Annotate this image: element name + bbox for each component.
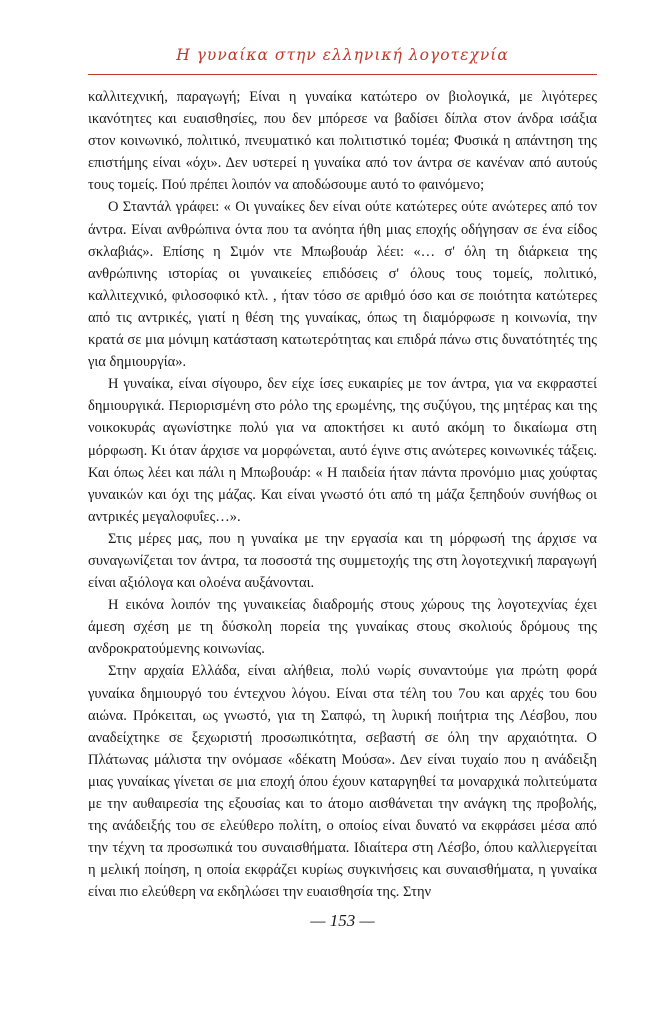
page-number: — 153 — <box>310 911 375 930</box>
paragraph: Στις μέρες μας, που η γυναίκα με την εργασία και τη μόρφωσή της άρχισε να συναγωνίζεται τον άντρα, τα ποσοστά της συμμετοχής της στη λογοτεχνική παραγωγή είναι αξιόλογα και ολοένα αυξάνονται. <box>88 530 597 592</box>
paragraph: Η εικόνα λοιπόν της γυναικείας διαδρομής στους χώρους της λογοτεχνίας έχει άμεση σχέση με τη δύσκολη πορεία της γυναίκας στους σκολιούς δρόμους της ανδροκρατούμενης κοινωνίας. <box>88 597 597 658</box>
header-rule <box>88 74 597 75</box>
paragraph: Ο Σταντάλ γράφει: « Οι γυναίκες δεν είναι ούτε κατώτερες ούτε ανώτερες από τον άντρα. Είναι ανθρώπινα όντα που τα ανόητα ήθη μιας εποχής οδήγησαν σε ένα είδος σκλαβιάς». Επίσης η Σιμόν ντε Μπωβουάρ λέει: «… σ' όλη τη διάρκεια της ανθρώπινης ιστορίας οι γυναικείες επιδόσεις σ' όλους τους τομείς, πολιτικό, καλλιτεχνικό, φιλοσοφικό κτλ. , ήταν τόσο σε αριθμό όσο και σε ποιότητα κατώτερες από τις αντρικές, γιατί η θέση της γυναίκας, όπως τη διαμόρφωσε η κοινωνία, την κρατά σε μια μόνιμη κατάσταση κατωτερότητας και επιδρά πάνω στις δυνατότητές της για δημιουργία». <box>88 199 597 371</box>
paragraph: Η γυναίκα, είναι σίγουρο, δεν είχε ίσες ευκαιρίες με τον άντρα, για να εκφραστεί δημιουργικά. Περιορισμένη στο ρόλο της ερωμένης, της συζύγου, της μητέρας και της νοικοκυράς αγωνίστηκε πολύ για να αποκτήσει κι αυτό ακόμη το δικαίωμα στη μόρφωση. Κι όταν άρχισε να μορφώνεται, αυτό έγινε στις ανώτερες κοινωνικές τάξεις. Και όπως λέει και πάλι η Μπωβουάρ: « Η παιδεία ήταν πάντα προνόμιο μιας χούφτας γυναικών και όχι της μάζας. Και είναι γνωστό ότι από τη μάζα ξεπηδούν συνήθως οι αντρικές μεγαλοφυΐες…». <box>88 376 597 525</box>
paragraph: Στην αρχαία Ελλάδα, είναι αλήθεια, πολύ νωρίς συναντούμε για πρώτη φορά γυναίκα δημιουργό του έντεχνου λόγου. Είναι στα τέλη του 7ου και αρχές του 6ου αιώνα. Πρόκειται, ως γνωστό, για τη Σαπφώ, τη λυρική ποιήτρια της Λέσβου, που αναδείχτηκε σε ξεχωριστή προσωπικότητα, σεβαστή σε όλη την αρχαιότητα. Ο Πλάτωνας μάλιστα την ονόμασε «δέκατη Μούσα». Δεν είναι τυχαίο που η ανάδειξη μιας γυναίκας γίνεται σε μια εποχή όπου έχουν καταργηθεί τα μοναρχικά πολιτεύματα με την αυθαιρεσία της εξουσίας και το άτομο αισθάνεται την ανάγκη της προβολής, της ανάδειξής του σε ελεύθερο πολίτη, ο οποίος είναι δυνατό να εκφράσει μέσα από την τέχνη τα προσωπικά του συναισθήματα. Ιδιαίτερα στη Λέσβο, όπου καλλιεργείται η μελική ποίηση, η οποία εκφράζει κυρίως συγκινήσεις και συναισθήματα, η γυναίκα είναι πιο ελεύθερη να εκδηλώσει την ευαισθησία της. Στην <box>88 663 597 901</box>
running-header-title: Η γυναίκα στην ελληνική λογοτεχνία <box>176 46 509 64</box>
paragraph: καλλιτεχνική, παραγωγή; Είναι η γυναίκα κατώτερο ον βιολογικά, με λιγότερες ικανότητες και ευαισθησίες, που δεν μπόρεσε να βαδίσει δίπλα στον άνδρα ισάξια στον κοινωνικό, πολιτικό, πνευματικό και πολιτιστικό τομέα; Φυσικά η απάντηση της επιστήμης είναι «όχι». Δεν υστερεί η γυναίκα από τον άντρα σε κανέναν από αυτούς τους τομείς. Πού πρέπει λοιπόν να αποδώσουμε αυτό το φαινόμενο; <box>88 89 597 194</box>
body-text <box>88 86 597 903</box>
